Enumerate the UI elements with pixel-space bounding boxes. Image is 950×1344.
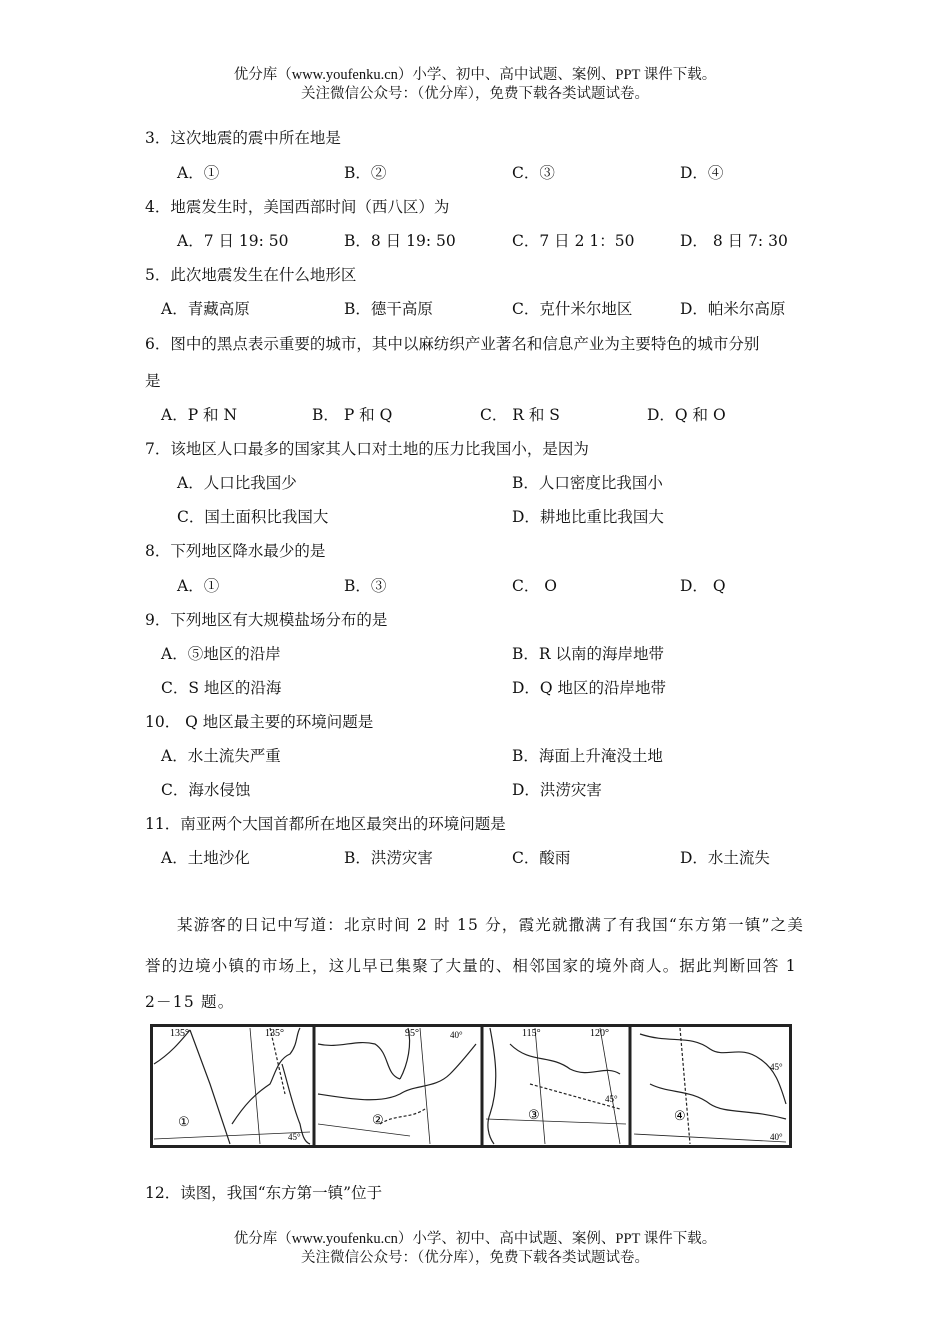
panel-2-number: ② bbox=[372, 1113, 384, 1128]
question-10-stem: 10． Q 地区最主要的环境问题是 bbox=[145, 713, 374, 731]
question-8-option-b: B．③ bbox=[344, 577, 387, 595]
passage-line-1: 某游客的日记中写道：北京时间 2 时 15 分，霞光就撒满了有我国“东方第一镇”之美 bbox=[177, 916, 805, 934]
panel-3-lon-label-1: 115° bbox=[522, 1028, 541, 1039]
question-8-option-c: C． O bbox=[512, 577, 557, 595]
question-4-option-b: B．8 日 19: 50 bbox=[344, 232, 456, 250]
question-9-stem: 9．下列地区有大规模盐场分布的是 bbox=[145, 611, 388, 629]
question-12-stem: 12．读图，我国“东方第一镇”位于 bbox=[145, 1184, 383, 1202]
map-strip-border bbox=[152, 1026, 791, 1147]
panel-4-lat-label-1: 45° bbox=[770, 1062, 783, 1072]
question-6-option-a: A．P 和 N bbox=[161, 406, 238, 424]
question-11-option-b: B．洪涝灾害 bbox=[344, 849, 433, 867]
question-4-option-c: C．7 日 2 1：50 bbox=[512, 232, 635, 250]
question-11-option-c: C．酸雨 bbox=[512, 849, 571, 867]
question-9-option-c: C．S 地区的沿海 bbox=[161, 679, 282, 697]
panel-1-lat-label: 45° bbox=[288, 1132, 301, 1142]
header-line-1: 优分库（www.youfenku.cn）小学、初中、高中试题、案例、PPT 课件下载。 bbox=[233, 67, 717, 83]
question-6-option-c: C． R 和 S bbox=[480, 406, 560, 424]
question-8-option-a: A．① bbox=[177, 577, 220, 595]
passage-line-2: 誉的边境小镇的市场上，这儿早已集聚了大量的、相邻国家的境外商人。据此判断回答 1 bbox=[145, 957, 797, 975]
question-6-option-b: B． P 和 Q bbox=[312, 406, 393, 424]
question-10-option-a: A．水土流失严重 bbox=[161, 747, 281, 765]
footer-line-1: 优分库（www.youfenku.cn）小学、初中、高中试题、案例、PPT 课件下载。 bbox=[233, 1231, 717, 1247]
question-9-option-b: B．R 以南的海岸地带 bbox=[512, 645, 664, 663]
footer-line-2: 关注微信公众号：（优分库），免费下载各类试题试卷。 bbox=[301, 1250, 649, 1266]
question-10-option-c: C．海水侵蚀 bbox=[161, 781, 251, 799]
question-11-option-d: D．水土流失 bbox=[680, 849, 770, 867]
question-11-stem: 11．南亚两个大国首都所在地区最突出的环境问题是 bbox=[145, 815, 506, 833]
panel-1-number: ① bbox=[178, 1115, 190, 1130]
question-7-option-d: D．耕地比重比我国大 bbox=[512, 508, 664, 526]
question-6-stem: 6．图中的黑点表示重要的城市，其中以麻纺织产业著名和信息产业为主要特色的城市分别 bbox=[145, 335, 760, 353]
question-7-option-c: C．国土面积比我国大 bbox=[177, 508, 329, 526]
panel-1-lon-label-2: 135° bbox=[265, 1028, 284, 1039]
question-3-option-b: B．② bbox=[344, 164, 387, 182]
panel-2-lon-label: 95° bbox=[405, 1028, 419, 1039]
question-3-stem: 3．这次地震的震中所在地是 bbox=[145, 129, 341, 147]
question-8-option-d: D． Q bbox=[680, 577, 726, 595]
question-5-stem: 5．此次地震发生在什么地形区 bbox=[145, 266, 357, 284]
panel-3-number: ③ bbox=[528, 1108, 540, 1123]
question-3-option-a: A．① bbox=[177, 164, 220, 182]
question-8-stem: 8．下列地区降水最少的是 bbox=[145, 542, 326, 560]
question-10-option-b: B．海面上升淹没土地 bbox=[512, 747, 663, 765]
question-7-option-b: B．人口密度比我国小 bbox=[512, 474, 663, 492]
question-11-option-a: A．土地沙化 bbox=[161, 849, 250, 867]
question-9-option-d: D．Q 地区的沿岸地带 bbox=[512, 679, 667, 697]
question-6-option-d: D．Q 和 O bbox=[647, 406, 726, 424]
panel-3-lat-label: 45° bbox=[605, 1094, 618, 1104]
question-5-option-a: A．青藏高原 bbox=[161, 300, 250, 318]
question-7-stem: 7．该地区人口最多的国家其人口对土地的压力比我国小，是因为 bbox=[145, 440, 589, 458]
question-4-option-d: D． 8 日 7: 30 bbox=[680, 232, 788, 250]
panel-2-lat-label: 40° bbox=[450, 1030, 463, 1040]
question-10-option-d: D．洪涝灾害 bbox=[512, 781, 602, 799]
question-9-option-a: A．⑤地区的沿岸 bbox=[161, 645, 281, 663]
question-4-option-a: A．7 日 19: 50 bbox=[177, 232, 289, 250]
panel-4-lat-label-2: 40° bbox=[770, 1132, 783, 1142]
question-7-option-a: A．人口比我国少 bbox=[177, 474, 297, 492]
question-3-option-d: D．④ bbox=[680, 164, 724, 182]
question-5-option-c: C．克什米尔地区 bbox=[512, 300, 633, 318]
panel-3-lon-label-2: 120° bbox=[590, 1028, 609, 1039]
question-5-option-d: D．帕米尔高原 bbox=[680, 300, 786, 318]
panel-1-lon-label: 135° bbox=[170, 1028, 189, 1039]
question-6-stem-continued: 是 bbox=[145, 372, 161, 390]
question-4-stem: 4．地震发生时，美国西部时间（西八区）为 bbox=[145, 198, 450, 216]
header-line-2: 关注微信公众号：（优分库），免费下载各类试题试卷。 bbox=[301, 86, 649, 102]
question-3-option-c: C．③ bbox=[512, 164, 555, 182]
map-strip bbox=[150, 1024, 792, 1148]
panel-4-number: ④ bbox=[674, 1109, 686, 1124]
passage-line-3: 2－15 题。 bbox=[145, 993, 235, 1011]
question-5-option-b: B．德干高原 bbox=[344, 300, 433, 318]
